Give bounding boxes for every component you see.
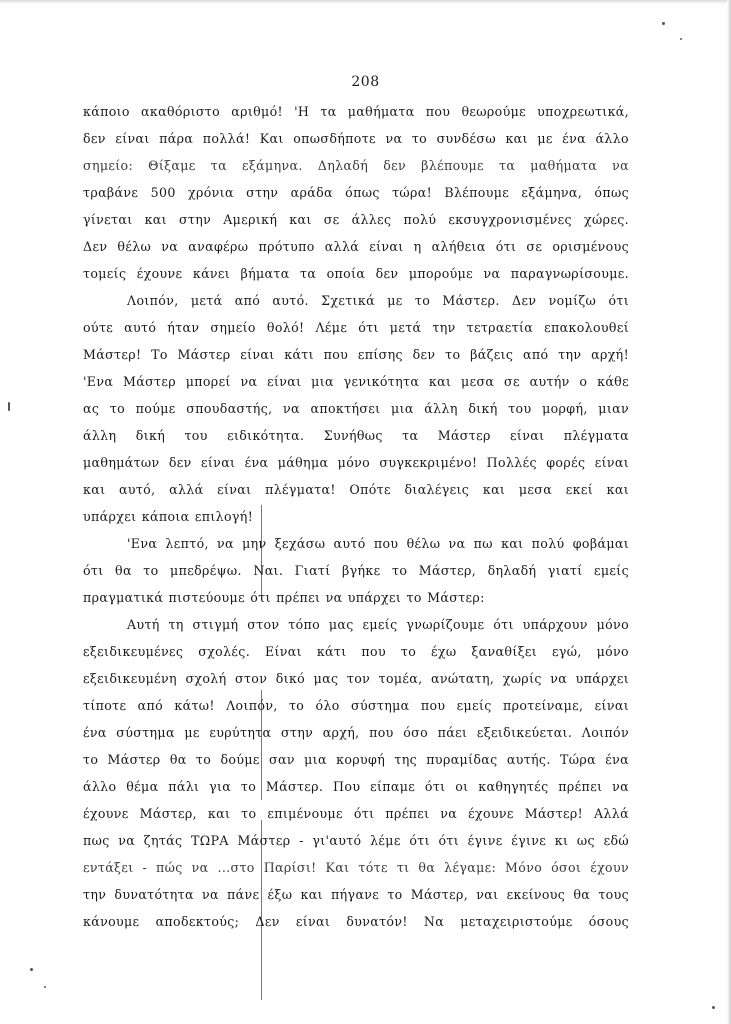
scan-speck xyxy=(8,402,10,411)
text-line: 'Ενα Μάστερ μπορεί να είναι μια γενικότητα και μεσα σε αυτήν ο κάθε xyxy=(83,374,629,389)
text-line: εξειδικευμένες σχολές. Είναι κάτι που το έχω ξαναθίξει εγώ, μόνο xyxy=(83,644,629,659)
text-line: εξειδικευμένη σχολή στον δικό μας τον τομέα, ανώτατη, χωρίς να υπάρχει xyxy=(83,671,629,686)
text-line: δεν είναι πάρα πολλά! Και οπωσδήποτε να το συνδέσω και με ένα άλλο xyxy=(83,131,629,146)
text-line: 'Ενα λεπτό, να μην ξεχάσω αυτό που θέλω να πω και πολύ φοβάμαι xyxy=(127,536,629,551)
text-line: κάποιο ακαθόριστο αριθμό! 'Η τα μαθήματα που θεωρούμε υποχρεωτικά, xyxy=(83,104,629,119)
text-line: τομείς έχουνε κάνει βήματα τα οποία δεν μπορούμε να παραγνωρίσουμε. xyxy=(83,266,629,281)
text-line: και αυτό, αλλά είναι πλέγματα! Οπότε διαλέγεις και μεσα εκεί και xyxy=(83,482,629,497)
text-line: ότι θα το μπεδρέψω. Ναι. Γιατί βγήκε το Μάστερ, δηλαδή γιατί εμείς xyxy=(83,563,629,578)
text-line: γίνεται και στην Αμερική και σε άλλες πολύ εκσυγχρονισμένες χώρες. xyxy=(83,212,629,227)
text-line: το Μάστερ θα το δούμε σαν μια κορυφή της πυραμίδας αυτής. Τώρα ένα xyxy=(83,752,629,767)
text-line: ας το πούμε σπουδαστής, να αποκτήσει μια άλλη δική του μορφή, μιαν xyxy=(83,401,629,416)
text-line: ούτε αυτό ήταν σημείο θολό! Λέμε ότι μετά την τετραετία επακολουθεί xyxy=(83,320,629,335)
text-line: άλλη δική του ειδικότητα. Συνήθως τα Μάστερ είναι πλέγματα xyxy=(83,428,629,443)
text-line: Μάστερ! Το Μάστερ είναι κάτι που επίσης δεν το βάζεις από την αρχή! xyxy=(83,347,629,362)
text-line: μαθημάτων δεν είναι ένα μάθημα μόνο συγκεκριμένο! Πολλές φορές είναι xyxy=(83,455,629,470)
text-line: πως να ζητάς ΤΩΡΑ Μάστερ - γι'αυτό λέμε ότι ότι έγινε έγινε κι ως εδώ xyxy=(83,833,629,848)
text-line: άλλο θέμα πάλι για το Μάστερ. Που είπαμε ότι οι καθηγητές πρέπει να xyxy=(83,779,629,794)
text-line: Δεν θέλω να αναφέρω πρότυπο αλλά είναι η αλήθεια ότι σε ορισμένους xyxy=(83,239,629,254)
page-number: 208 xyxy=(351,74,380,90)
text-line: υπάρχει κάποια επιλογή! xyxy=(83,509,254,524)
text-line: την δυνατότητα να πάνε έξω και πήγανε το Μάστερ, ναι εκείνους θα τους xyxy=(83,887,629,902)
scan-speck xyxy=(662,22,665,25)
text-line: σημείο: Θίξαμε τα εξάμηνα. Δηλαδή δεν βλέπουμε τα μαθήματα να xyxy=(83,158,629,173)
text-line: ένα σύστημα με ευρύτητα στην αρχή, που όσο πάει εξειδικεύεται. Λοιπόν xyxy=(83,725,629,740)
scan-top-edge xyxy=(0,0,731,4)
scan-speck xyxy=(44,986,46,988)
text-line: Λοιπόν, μετά από αυτό. Σχετικά με το Μάστερ. Δεν νομίζω ότι xyxy=(127,293,629,308)
scan-speck xyxy=(712,1006,715,1009)
scan-speck xyxy=(30,968,33,971)
text-line: κάνουμε αποδεκτούς; Δεν είναι δυνατόν! Να μεταχειριστούμε όσους xyxy=(83,914,629,929)
text-line: τίποτε από κάτω! Λοιπόν, το όλο σύστημα που εμείς προτείναμε, είναι xyxy=(83,698,629,713)
text-line: εντάξει - πώς να ...στο Παρίσι! Και τότε τι θα λέγαμε: Μόνο όσοι έχουν xyxy=(83,860,629,875)
text-line: Αυτή τη στιγμή στον τόπο μας εμείς γνωρίζουμε ότι υπάρχουν μόνο xyxy=(127,617,629,632)
document-text xyxy=(83,98,629,935)
text-line: πραγματικά πιστεύουμε ότι πρέπει να υπάρχει το Μάστερ: xyxy=(83,590,485,605)
scan-right-edge xyxy=(727,0,731,1024)
scan-speck xyxy=(680,38,682,40)
text-line: τραβάνε 500 χρόνια στην αράδα όπως τώρα! Βλέπουμε εξάμηνα, όπως xyxy=(83,185,629,200)
text-line: έχουνε Μάστερ, και το επιμένουμε ότι πρέπει να έχουνε Μάστερ! Αλλά xyxy=(83,806,629,821)
